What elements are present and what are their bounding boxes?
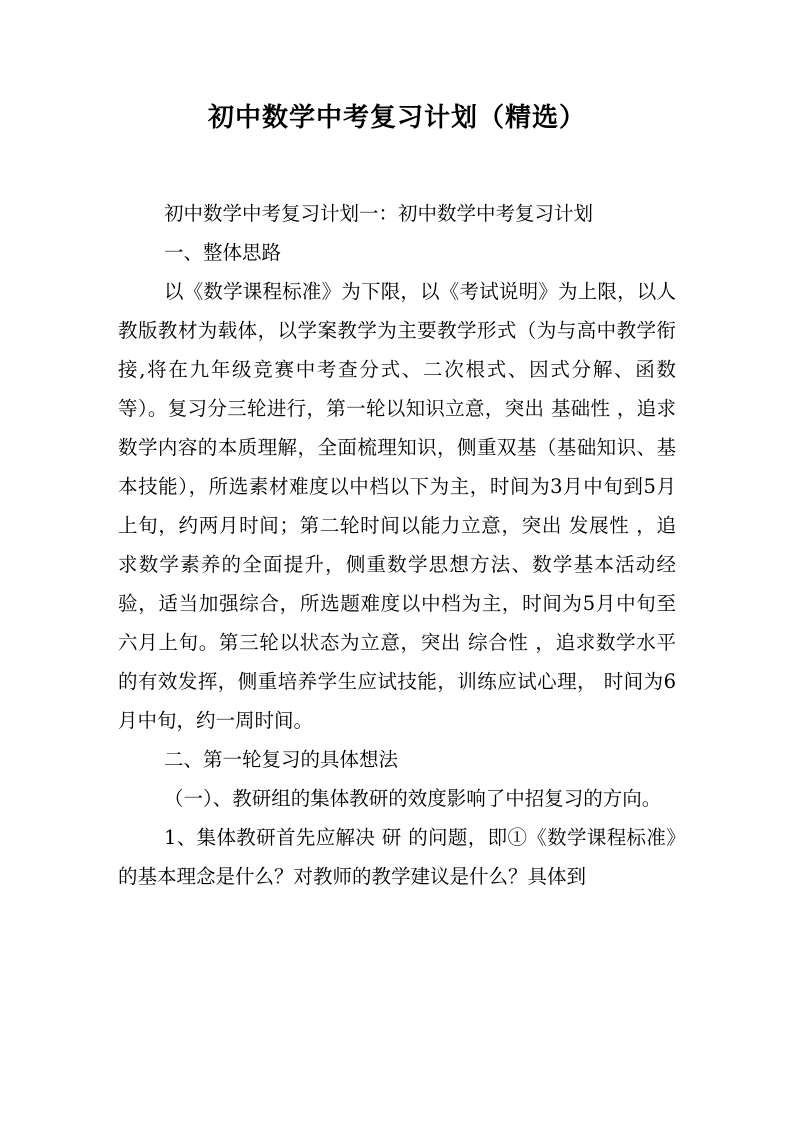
heading-first-round: 二、第一轮复习的具体想法 [164, 748, 399, 771]
heading-overall-approach: 一、整体思路 [164, 241, 282, 264]
paragraph-item-one: 1、集体教研首先应解决 研 的问题，即①《数学课程标准》的基本理念是什么？对教师的教学建议是什么？具体到 [118, 826, 676, 888]
paragraph-overall-approach: 以《数学课程标准》为下限，以《考试说明》为上限，以人教版教材为载体，以学案教学为主要教学形式（为与高中教学衔接,将在九年级竞赛中考查分式、二次根式、因式分解、函数等）。复习分三轮进行，第一轮以知识立意，突出 基础性 ，追求数学内容的本质理解，全面梳理知识，侧重双基（基础知识、基本技能），所选素材难度以中档以下为主，时间为3月中旬到5月上旬，约两月时间；第二轮时间以能力立意，突出 发展性 ，追求数学素养的全面提升，侧重数学思想方法、数学基本活动经验，适当加强综合，所选题难度以中档为主，时间为5月中旬至六月上旬。第三轮以状态为立意，突出 综合性 ，追求数学水平的有效发挥，侧重培养学生应试技能，训练应试心理， 时间为6月中旬，约一周时间。 [118, 280, 676, 732]
paragraph-section-one: （一）、教研组的集体教研的效度影响了中招复习的方向。 [164, 787, 662, 810]
document-body [118, 194, 676, 896]
document-title: 初中数学中考复习计划（精选） [207, 103, 586, 133]
paragraph-subtitle: 初中数学中考复习计划一：初中数学中考复习计划 [164, 202, 594, 225]
